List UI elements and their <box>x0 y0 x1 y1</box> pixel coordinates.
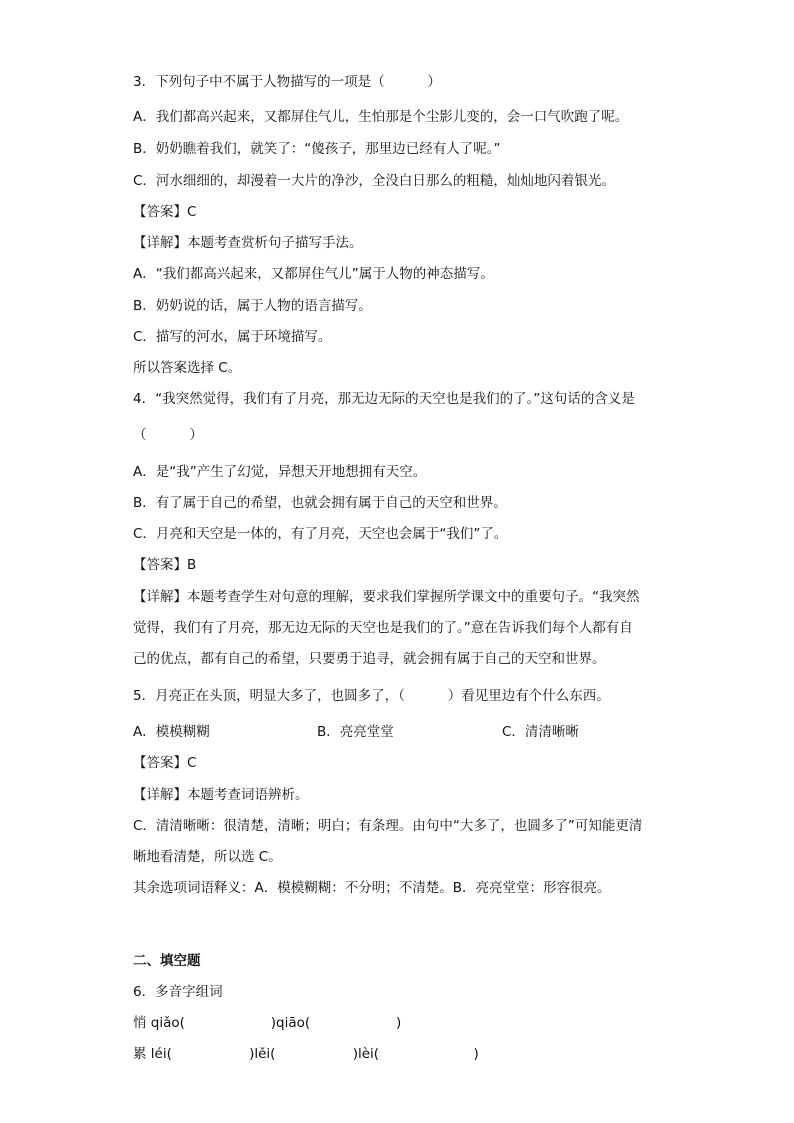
question-5-explanation-c-line-1: C．清清晰晰：很清楚，清晰；明白；有条理。由句中“大多了，也圆多了”可知能更清 <box>133 818 643 834</box>
question-6-stem: 6．多音字组词 <box>133 984 223 1000</box>
section-heading-fill-in: 二、填空题 <box>133 953 201 969</box>
question-3-option-c: C．河水细细的，却漫着一大片的净沙，全没白日那么的粗糙，灿灿地闪着银光。 <box>133 173 615 189</box>
question-3-conclusion: 所以答案选择 C。 <box>133 360 242 376</box>
question-5-answer: 【答案】C <box>133 755 197 771</box>
question-5-stem: 5．月亮正在头顶，明显大多了，也圆多了，（ ）看见里边有个什么东西。 <box>133 688 610 704</box>
question-4-blank: （ ） <box>133 427 203 443</box>
question-4-explanation-line-3: 己的优点，都有自己的希望，只要勇于追寻，就会拥有属于自己的天空和世界。 <box>133 651 606 667</box>
question-5-other-options: 其余选项词语释义：A．模模糊糊：不分明；不清楚。B．亮亮堂堂：形容很亮。 <box>133 880 611 896</box>
question-3-option-b: B．奶奶瞧着我们，就笑了：“傻孩子，那里边已经有人了呢。” <box>133 141 501 157</box>
question-3-option-a: A．我们都高兴起来，又都屏住气儿，生怕那是个尘影儿变的，会一口气吹跑了呢。 <box>133 109 629 125</box>
question-6-item-lei: 累 léi( )lěi( )lèi( ) <box>133 1046 479 1062</box>
question-3-stem: 3．下列句子中不属于人物描写的一项是（ ） <box>133 74 442 90</box>
question-4-answer: 【答案】B <box>133 557 197 573</box>
question-4-option-c: C．月亮和天空是一体的，有了月亮，天空也会属于“我们”了。 <box>133 526 508 542</box>
question-5-option-b: B．亮亮堂堂 <box>317 724 394 740</box>
question-4-explanation-line-1: 【详解】本题考查学生对句意的理解，要求我们掌握所学课文中的重要句子。“我突然 <box>133 589 640 605</box>
question-3-explanation-a: A．“我们都高兴起来，又都屏住气儿”属于人物的神态描写。 <box>133 266 494 282</box>
question-5-option-a: A．模模糊糊 <box>133 724 210 740</box>
question-5-explanation-c-line-2: 晰地看清楚，所以选 C。 <box>133 849 282 865</box>
question-3-explanation: 【详解】本题考查赏析句子描写手法。 <box>133 235 363 251</box>
question-5-option-c: C．清清晰晰 <box>502 724 579 740</box>
question-4-explanation-line-2: 觉得，我们有了月亮，那无边无际的天空也是我们的了。”意在告诉我们每个人都有自 <box>133 620 633 636</box>
question-3-explanation-b: B．奶奶说的话，属于人物的语言描写。 <box>133 298 372 314</box>
question-3-answer: 【答案】C <box>133 204 197 220</box>
question-4-stem: 4．“我突然觉得，我们有了月亮，那无边无际的天空也是我们的了。”这句话的含义是 <box>133 391 635 407</box>
question-6-item-qiao: 悄 qiǎo( )qiāo( ) <box>133 1015 402 1031</box>
question-4-option-b: B．有了属于自己的希望，也就会拥有属于自己的天空和世界。 <box>133 495 507 511</box>
question-4-option-a: A．是“我”产生了幻觉，异想天开地想拥有天空。 <box>133 464 427 480</box>
question-5-explanation: 【详解】本题考查词语辨析。 <box>133 787 309 803</box>
question-3-explanation-c: C．描写的河水，属于环境描写。 <box>133 329 332 345</box>
